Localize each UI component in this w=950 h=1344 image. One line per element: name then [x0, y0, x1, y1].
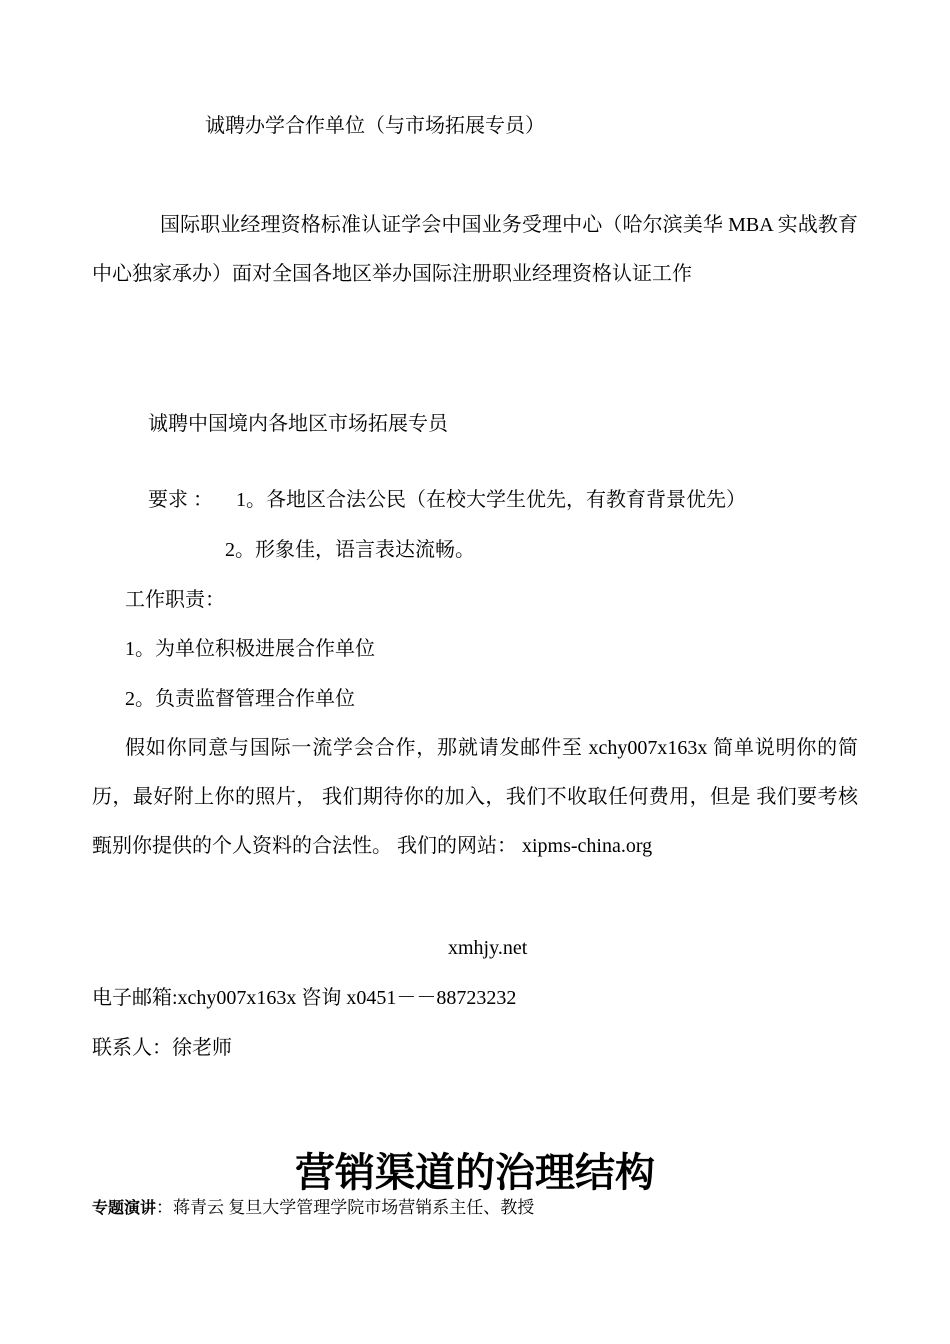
recruit-line: 诚聘中国境内各地区市场拓展专员 [148, 413, 448, 435]
speaker-line [92, 1196, 534, 1220]
intro-paragraph: 国际职业经理资格标准认证学会中国业务受理中心（哈尔滨美华 MBA 实战教育中心独家承办）面对全国各地区举办国际注册职业经理资格认证工作 [92, 214, 858, 285]
article-title: 营销渠道的治理结构 [295, 1150, 655, 1196]
requirement-item-1: 1。各地区合法公民（在校大学生优先，有教育背景优先） [236, 489, 746, 511]
website-secondary: xmhjy.net [448, 937, 528, 959]
email-phone-line: 电子邮箱:xchy007x163x 咨询 x0451－－88723232 [92, 987, 517, 1009]
requirement-item-2: 2。形象佳，语言表达流畅。 [225, 539, 475, 561]
duty-item-1: 1。为单位积极进展合作单位 [125, 638, 375, 660]
duties-label: 工作职责： [125, 589, 225, 611]
invitation-paragraph: 假如你同意与国际一流学会合作，那就请发邮件至 xchy007x163x 简单说明你的简历，最好附上你的照片， 我们期待你的加入，我们不收取任何费用，但是 我们要考核甄别你提供的个人资料的合法性。 我们的网站： xipms-china.org [92, 737, 858, 857]
requirements-label: 要求 ： [148, 489, 213, 511]
speaker-label: 专题演讲 [92, 1198, 157, 1217]
duty-item-2: 2。负责监督管理合作单位 [125, 688, 355, 710]
recruit-heading: 诚聘办学合作单位（与市场拓展专员） [205, 115, 545, 137]
speaker-text: ：蒋青云 复旦大学管理学院市场营销系主任、教授 [156, 1198, 535, 1217]
contact-person: 联系人：徐老师 [92, 1037, 232, 1059]
